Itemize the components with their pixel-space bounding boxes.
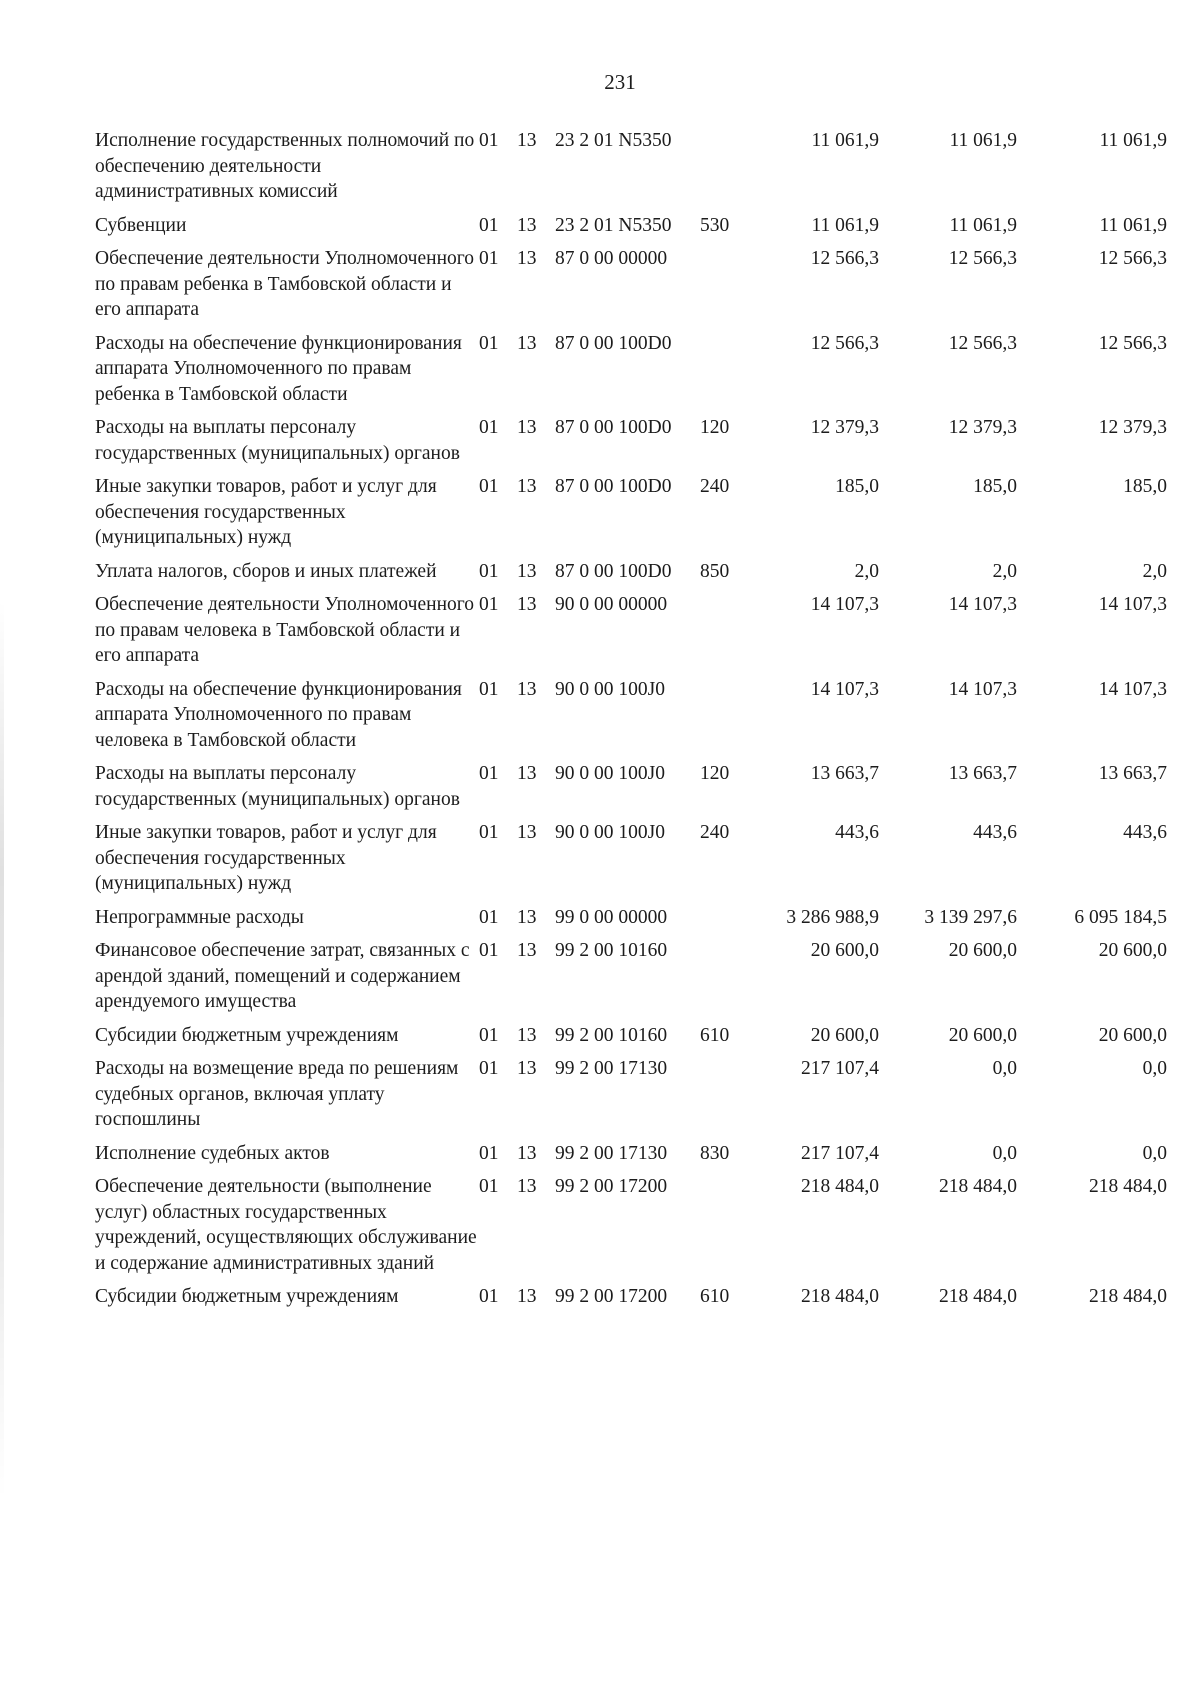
amount-year-3: 443,6 (1123, 822, 1167, 843)
amount-year-1: 14 107,3 (810, 678, 879, 700)
expense-name: Исполнение судебных актов (95, 1142, 330, 1164)
amount-year-1: 3 286 988,9 (786, 906, 879, 928)
target-article-code: 99 2 00 10160 (555, 940, 668, 961)
section-code: 01 (479, 417, 499, 438)
table-row (95, 820, 1167, 905)
amount-year-1: 2,0 (854, 560, 879, 582)
section-code: 01 (479, 332, 499, 354)
amount-year-1: 20 600,0 (810, 1024, 879, 1046)
expense-name: Расходы на выплаты персоналу государственных (муниципальных) органов (95, 763, 460, 810)
target-article-code: 90 0 00 00000 (555, 594, 668, 615)
target-article-code: 99 0 00 00000 (555, 906, 668, 928)
section-code: 01 (479, 1286, 499, 1307)
subsection-code: 13 (517, 560, 537, 582)
amount-year-2: 2,0 (992, 560, 1017, 582)
target-article-code: 23 2 01 N5350 (555, 214, 672, 236)
amount-year-1: 217 107,4 (801, 1142, 879, 1164)
amount-year-3: 185,0 (1123, 476, 1167, 497)
subsection-code: 13 (517, 906, 537, 928)
section-code: 01 (479, 906, 499, 928)
target-article-code: 87 0 00 100D0 (555, 332, 672, 354)
section-code: 01 (479, 1024, 499, 1046)
expense-name: Субсидии бюджетным учреждениям (95, 1286, 399, 1307)
table-row (95, 592, 1167, 677)
target-article-code: 99 2 00 17200 (555, 1176, 668, 1197)
expense-name: Субсидии бюджетным учреждениям (95, 1024, 399, 1046)
amount-year-1: 443,6 (835, 822, 879, 843)
amount-year-2: 14 107,3 (948, 678, 1017, 700)
amount-year-2: 11 061,9 (949, 130, 1017, 151)
page-number: 231 (604, 70, 636, 94)
table-row (95, 559, 1167, 593)
subsection-code: 13 (517, 248, 537, 269)
subsection-code: 13 (517, 476, 537, 497)
amount-year-2: 20 600,0 (948, 940, 1017, 961)
amount-year-3: 2,0 (1142, 560, 1167, 582)
section-code: 01 (479, 1142, 499, 1164)
table-row (95, 415, 1167, 474)
expense-name: Обеспечение деятельности Уполномоченного по правам человека в Тамбовской области и его аппарата (95, 594, 475, 666)
scan-edge (0, 600, 4, 1500)
expense-name: Расходы на выплаты персоналу государственных (муниципальных) органов (95, 417, 460, 464)
amount-year-2: 185,0 (973, 476, 1017, 497)
amount-year-1: 11 061,9 (811, 130, 879, 151)
table-row (95, 331, 1167, 416)
amount-year-2: 218 484,0 (939, 1286, 1017, 1307)
section-code: 01 (479, 1176, 499, 1197)
expense-name: Обеспечение деятельности (выполнение услуг) областных государственных учреждений, осуществляющих обслуживание и содержание административных зданий (95, 1176, 477, 1274)
target-article-code: 87 0 00 100D0 (555, 476, 672, 497)
expense-name: Уплата налогов, сборов и иных платежей (95, 560, 437, 582)
amount-year-2: 14 107,3 (948, 594, 1017, 615)
expense-type-code: 240 (700, 476, 730, 497)
subsection-code: 13 (517, 130, 537, 151)
amount-year-1: 12 379,3 (810, 417, 879, 438)
amount-year-3: 11 061,9 (1099, 214, 1167, 236)
table-row (95, 677, 1167, 762)
amount-year-3: 20 600,0 (1098, 1024, 1167, 1046)
amount-year-2: 0,0 (992, 1058, 1017, 1079)
table-row (95, 938, 1167, 1023)
section-code: 01 (479, 763, 499, 784)
subsection-code: 13 (517, 1024, 537, 1046)
amount-year-1: 217 107,4 (801, 1058, 879, 1079)
amount-year-2: 12 566,3 (948, 332, 1017, 354)
expense-name: Иные закупки товаров, работ и услуг для обеспечения государственных (муниципальных) нужд (95, 822, 437, 894)
table-row (95, 1023, 1167, 1057)
target-article-code: 99 2 00 17130 (555, 1142, 668, 1164)
table-row (95, 1284, 1167, 1318)
amount-year-2: 443,6 (973, 822, 1017, 843)
expense-type-code: 120 (700, 417, 730, 438)
section-code: 01 (479, 560, 499, 582)
subsection-code: 13 (517, 332, 537, 354)
amount-year-2: 218 484,0 (939, 1176, 1017, 1197)
subsection-code: 13 (517, 417, 537, 438)
table-row (95, 128, 1167, 213)
expense-name: Обеспечение деятельности Уполномоченного по правам ребенка в Тамбовской области и его аппарата (95, 248, 475, 320)
expense-name: Субвенции (95, 214, 187, 236)
amount-year-1: 13 663,7 (810, 763, 879, 784)
expense-name: Расходы на обеспечение функционирования аппарата Уполномоченного по правам человека в Тамбовской области (95, 678, 462, 751)
expense-type-code: 830 (700, 1142, 730, 1164)
amount-year-3: 0,0 (1142, 1142, 1167, 1164)
amount-year-2: 12 379,3 (948, 417, 1017, 438)
table-row (95, 213, 1167, 247)
subsection-code: 13 (517, 1286, 537, 1307)
target-article-code: 90 0 00 100J0 (555, 678, 665, 700)
table-row (95, 246, 1167, 331)
amount-year-3: 14 107,3 (1098, 678, 1167, 700)
amount-year-3: 218 484,0 (1089, 1176, 1167, 1197)
section-code: 01 (479, 476, 499, 497)
amount-year-2: 11 061,9 (949, 214, 1017, 236)
amount-year-3: 6 095 184,5 (1074, 906, 1167, 928)
amount-year-3: 218 484,0 (1089, 1286, 1167, 1307)
table-row (95, 905, 1167, 939)
expense-name: Расходы на возмещение вреда по решениям судебных органов, включая уплату госпошлины (95, 1058, 459, 1130)
subsection-code: 13 (517, 1142, 537, 1164)
expense-type-code: 120 (700, 763, 730, 784)
expense-type-code: 610 (700, 1024, 730, 1046)
subsection-code: 13 (517, 1058, 537, 1079)
target-article-code: 99 2 00 10160 (555, 1024, 668, 1046)
amount-year-3: 0,0 (1142, 1058, 1167, 1079)
amount-year-2: 13 663,7 (948, 763, 1017, 784)
table-row (95, 1174, 1167, 1284)
target-article-code: 87 0 00 100D0 (555, 417, 672, 438)
expense-type-code: 850 (700, 560, 730, 582)
table-row (95, 1056, 1167, 1141)
expense-name: Непрограммные расходы (95, 906, 304, 928)
amount-year-1: 12 566,3 (810, 332, 879, 354)
subsection-code: 13 (517, 214, 537, 236)
expense-name: Расходы на обеспечение функционирования аппарата Уполномоченного по правам ребенка в Тамбовской области (95, 332, 462, 405)
subsection-code: 13 (517, 822, 537, 843)
section-code: 01 (479, 214, 499, 236)
target-article-code: 99 2 00 17200 (555, 1286, 668, 1307)
subsection-code: 13 (517, 940, 537, 961)
amount-year-2: 3 139 297,6 (924, 906, 1017, 928)
subsection-code: 13 (517, 678, 537, 700)
target-article-code: 87 0 00 00000 (555, 248, 668, 269)
section-code: 01 (479, 130, 499, 151)
target-article-code: 90 0 00 100J0 (555, 763, 665, 784)
amount-year-1: 14 107,3 (810, 594, 879, 615)
amount-year-1: 218 484,0 (801, 1286, 879, 1307)
expense-type-code: 240 (700, 822, 730, 843)
amount-year-3: 14 107,3 (1098, 594, 1167, 615)
amount-year-3: 12 566,3 (1098, 332, 1167, 354)
amount-year-2: 12 566,3 (948, 248, 1017, 269)
budget-table (95, 128, 1167, 1318)
table-row (95, 474, 1167, 559)
amount-year-3: 11 061,9 (1099, 130, 1167, 151)
target-article-code: 23 2 01 N5350 (555, 130, 672, 151)
table-row (95, 761, 1167, 820)
target-article-code: 90 0 00 100J0 (555, 822, 665, 843)
amount-year-3: 12 379,3 (1098, 417, 1167, 438)
amount-year-2: 20 600,0 (948, 1024, 1017, 1046)
amount-year-1: 218 484,0 (801, 1176, 879, 1197)
expense-type-code: 530 (700, 214, 730, 236)
expense-name: Финансовое обеспечение затрат, связанных с арендой зданий, помещений и содержанием арендуемого имущества (95, 940, 470, 1012)
section-code: 01 (479, 1058, 499, 1079)
section-code: 01 (479, 678, 499, 700)
section-code: 01 (479, 594, 499, 615)
amount-year-1: 12 566,3 (810, 248, 879, 269)
section-code: 01 (479, 248, 499, 269)
section-code: 01 (479, 822, 499, 843)
target-article-code: 99 2 00 17130 (555, 1058, 668, 1079)
amount-year-1: 20 600,0 (810, 940, 879, 961)
subsection-code: 13 (517, 763, 537, 784)
amount-year-3: 20 600,0 (1098, 940, 1167, 961)
expense-type-code: 610 (700, 1286, 730, 1307)
amount-year-3: 13 663,7 (1098, 763, 1167, 784)
subsection-code: 13 (517, 594, 537, 615)
section-code: 01 (479, 940, 499, 961)
table-row (95, 1141, 1167, 1175)
expense-name: Исполнение государственных полномочий по обеспечению деятельности административных комиссий (95, 130, 475, 202)
amount-year-2: 0,0 (992, 1142, 1017, 1164)
subsection-code: 13 (517, 1176, 537, 1197)
expense-name: Иные закупки товаров, работ и услуг для обеспечения государственных (муниципальных) нужд (95, 476, 437, 548)
amount-year-3: 12 566,3 (1098, 248, 1167, 269)
amount-year-1: 11 061,9 (811, 214, 879, 236)
amount-year-1: 185,0 (835, 476, 879, 497)
target-article-code: 87 0 00 100D0 (555, 560, 672, 582)
